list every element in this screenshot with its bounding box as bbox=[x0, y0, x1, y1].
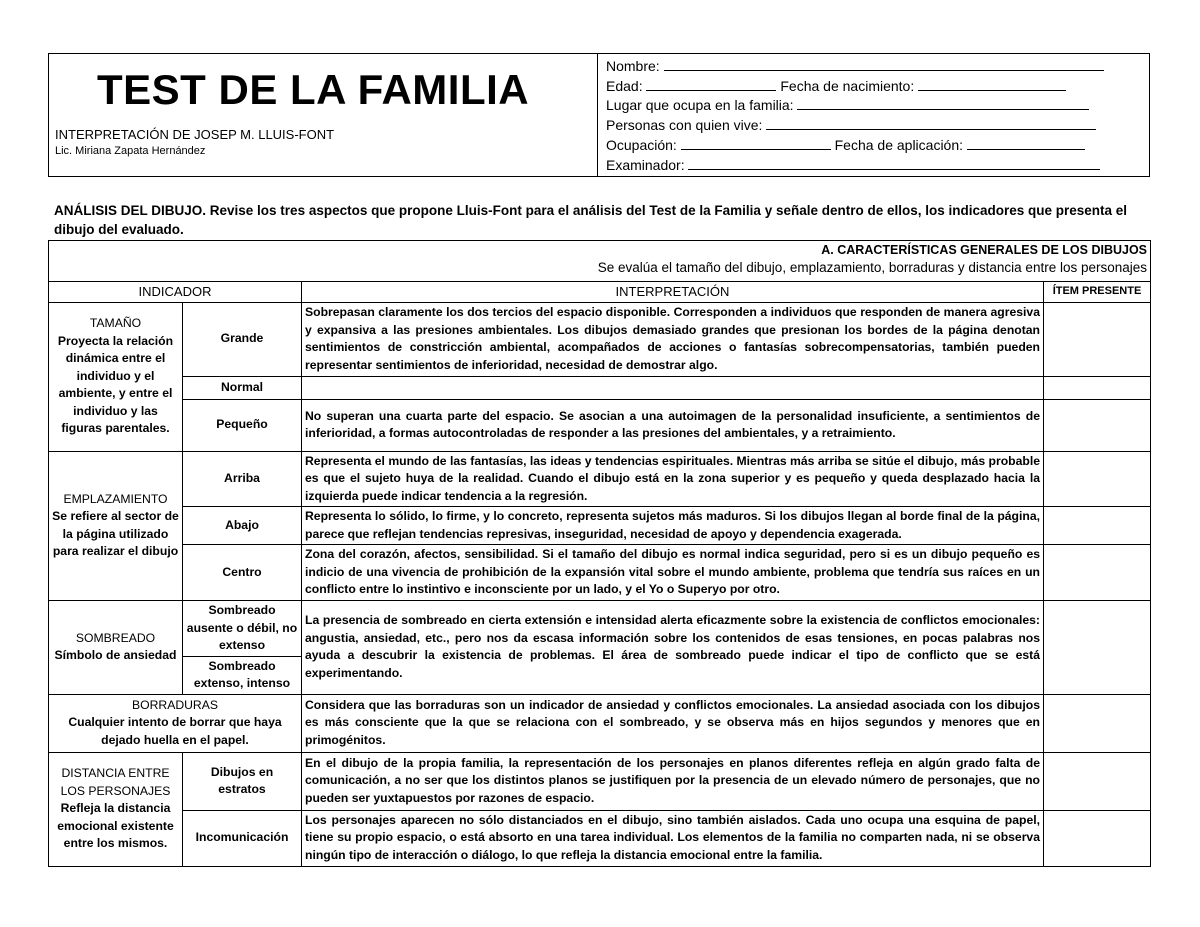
sombreado-desc: Símbolo de ansiedad bbox=[54, 648, 177, 663]
ocupacion-line[interactable] bbox=[681, 137, 831, 150]
section-title: A. CARACTERÍSTICAS GENERALES DE LOS DIBUJOS bbox=[821, 243, 1148, 257]
field-edad[interactable]: Edad: Fecha de nacimiento: bbox=[606, 78, 1066, 94]
field-ocupacion[interactable]: Ocupación: Fecha de aplicación: bbox=[606, 137, 1085, 153]
check-sombreado[interactable] bbox=[1044, 601, 1151, 695]
sombreado-label: SOMBREADO bbox=[75, 630, 156, 645]
field-examinador[interactable]: Examinador: bbox=[606, 157, 1100, 173]
header-divider bbox=[597, 54, 598, 176]
nombre-line[interactable] bbox=[664, 58, 1104, 71]
sub-incomunicacion: Incomunicación bbox=[183, 810, 302, 866]
check-arriba[interactable] bbox=[1044, 451, 1151, 507]
examinador-line[interactable] bbox=[688, 157, 1100, 170]
indicator-borraduras bbox=[49, 694, 302, 752]
interp-arriba: Representa el mundo de las fantasías, las ideas y tendencias espirituales. Mientras más arriba se sitúe el dibujo, más probable es que el sujeto huya de la realidad. Cuando el dibujo está en la zona superior y es pequeño y queda desplazado hacia la izquierda puede indicar tendencia a la regresión. bbox=[302, 451, 1044, 507]
check-abajo[interactable] bbox=[1044, 507, 1151, 545]
instructions: ANÁLISIS DEL DIBUJO. Revise los tres aspectos que propone Lluis-Font para el análisis del Test de la Familia y señale dentro de ellos, los indicadores que presenta el dibujo del evaluado. bbox=[54, 203, 1128, 237]
check-pequeno[interactable] bbox=[1044, 399, 1151, 451]
interp-pequeno: No superan una cuarta parte del espacio. Se asocian a una autoimagen de la personalidad insuficiente, a sentimientos de inferioridad, a formas autocontroladas de responder a las presiones del ambientales, y a retraimiento. bbox=[302, 399, 1044, 451]
indicator-emplazamiento bbox=[49, 451, 183, 601]
check-grande[interactable] bbox=[1044, 302, 1151, 376]
indicator-tamano bbox=[49, 302, 183, 451]
interp-incomunicacion: Los personajes aparecen no sólo distanciados en el dibujo, sino también aislados. Cada uno ocupa una esquina de papel, tiene su propio espacio, o está absorto en una tarea individual. Los elementos de la familia no comparten nada, ni se observa ningún tipo de interacción o diálogo, lo que refleja la distancia emocional entre la familia. bbox=[302, 810, 1044, 866]
subtitle: INTERPRETACIÓN DE JOSEP M. LLUIS-FONT bbox=[55, 127, 335, 142]
sub-pequeno: Pequeño bbox=[183, 399, 302, 451]
tamano-label: TAMAÑO bbox=[89, 316, 142, 331]
personas-line[interactable] bbox=[766, 117, 1096, 130]
indicator-distancia bbox=[49, 752, 183, 866]
borraduras-label: BORRADURAS bbox=[131, 697, 218, 712]
interp-borraduras: Considera que las borraduras son un indicador de ansiedad y conflictos emocionales. La ansiedad asociada con los dibujos es más consciente que la que se relaciona con el sombreado, y se observa más en hijos segundos y menores que en primogénitos. bbox=[302, 694, 1044, 752]
col-interpretacion: INTERPRETACIÓN bbox=[302, 282, 1044, 303]
emplazamiento-desc: Se refiere al sector de la página utilizado para realizar el dibujo bbox=[52, 509, 179, 559]
field-lugar[interactable]: Lugar que ocupa en la familia: bbox=[606, 97, 1089, 113]
sub-normal: Normal bbox=[183, 376, 302, 399]
col-indicador: INDICADOR bbox=[49, 282, 302, 303]
check-centro[interactable] bbox=[1044, 545, 1151, 601]
fecha-nac-line[interactable] bbox=[918, 78, 1066, 91]
fecha-apl-line[interactable] bbox=[967, 137, 1085, 150]
sub-sombreado-ausente: Sombreado ausente o débil, no extenso bbox=[183, 601, 302, 657]
distancia-desc: Refleja la distancia emocional existente entre los mismos. bbox=[57, 801, 174, 851]
indicator-sombreado bbox=[49, 601, 183, 695]
edad-line[interactable] bbox=[646, 78, 776, 91]
section-subtitle: Se evalúa el tamaño del dibujo, emplazamiento, borraduras y distancia entre los personajes bbox=[597, 260, 1148, 275]
author: Lic. Miriana Zapata Hernández bbox=[55, 145, 206, 157]
check-estratos[interactable] bbox=[1044, 752, 1151, 810]
page-title: TEST DE LA FAMILIA bbox=[97, 66, 530, 113]
tamano-desc: Proyecta la relación dinámica entre el individuo y el ambiente, y entre el individuo y las figuras parentales. bbox=[57, 333, 174, 436]
field-personas[interactable]: Personas con quien vive: bbox=[606, 117, 1096, 133]
field-nombre[interactable]: Nombre: bbox=[606, 58, 1104, 74]
emplazamiento-label: EMPLAZAMIENTO bbox=[63, 491, 168, 506]
distancia-label: DISTANCIA ENTRE LOS PERSONAJES bbox=[60, 766, 171, 798]
interp-centro: Zona del corazón, afectos, sensibilidad. Si el tamaño del dibujo es normal indica seguridad, pero si es un dibujo pequeño es indicio de una vivencia de prohibición de la expansión vital sobre el mundo ambiente, problema que tendría sus raíces en un conflicto entre lo instintivo e inconsciente por un lado, y el Yo o Superyo por otro. bbox=[302, 545, 1044, 601]
sub-arriba: Arriba bbox=[183, 451, 302, 507]
interp-estratos: En el dibujo de la propia familia, la representación de los personajes en planos diferentes refleja en algún grado falta de comunicación, a no ser que los distintos planos se justifiquen por la presencia de un elevado número de personajes, que no pueden ser yuxtapuestos por razones de espacio. bbox=[302, 752, 1044, 810]
interp-grande: Sobrepasan claramente los dos tercios del espacio disponible. Corresponden a individuos que responden de manera agresiva y expansiva a las presiones ambientales. Los dibujos demasiado grandes que presionan los bordes de la página denotan sentimientos de constricción ambiental, acompañados de acciones o fantasías sobrecompensatorias, también pueden representar sentimientos de inferioridad, necesidad de demostrar algo. bbox=[302, 302, 1044, 376]
lugar-line[interactable] bbox=[797, 97, 1089, 110]
sub-sombreado-extenso: Sombreado extenso, intenso bbox=[183, 656, 302, 694]
check-normal[interactable] bbox=[1044, 376, 1151, 399]
sub-abajo: Abajo bbox=[183, 507, 302, 545]
sub-centro: Centro bbox=[183, 545, 302, 601]
col-item-presente: ÍTEM PRESENTE bbox=[1044, 282, 1151, 303]
check-borraduras[interactable] bbox=[1044, 694, 1151, 752]
check-incomunicacion[interactable] bbox=[1044, 810, 1151, 866]
borraduras-desc: Cualquier intento de borrar que haya dejado huella en el papel. bbox=[68, 715, 282, 747]
interp-sombreado: La presencia de sombreado en cierta extensión e intensidad alerta eficazmente sobre la existencia de conflictos emocionales: angustia, ansiedad, etc., pero nos da escasa información sobre los contenidos de esas tensiones, en pocas palabras nos ayuda a descubrir la existencia de problemas. El área de sombreado puede indicar el tipo de conflicto que se está experimentando. bbox=[302, 601, 1044, 695]
interp-normal bbox=[302, 376, 1044, 399]
interp-abajo: Representa lo sólido, lo firme, y lo concreto, representa sujetos más maduros. Si los dibujos llegan al borde final de la página, parece que reflejan tendencias represivas, inseguridad, necesidad de apoyo y dependencia exagerada. bbox=[302, 507, 1044, 545]
section-header bbox=[49, 241, 1151, 282]
sub-grande: Grande bbox=[183, 302, 302, 376]
header-box bbox=[48, 53, 1150, 177]
sub-estratos: Dibujos en estratos bbox=[183, 752, 302, 810]
analysis-table bbox=[48, 240, 1151, 867]
